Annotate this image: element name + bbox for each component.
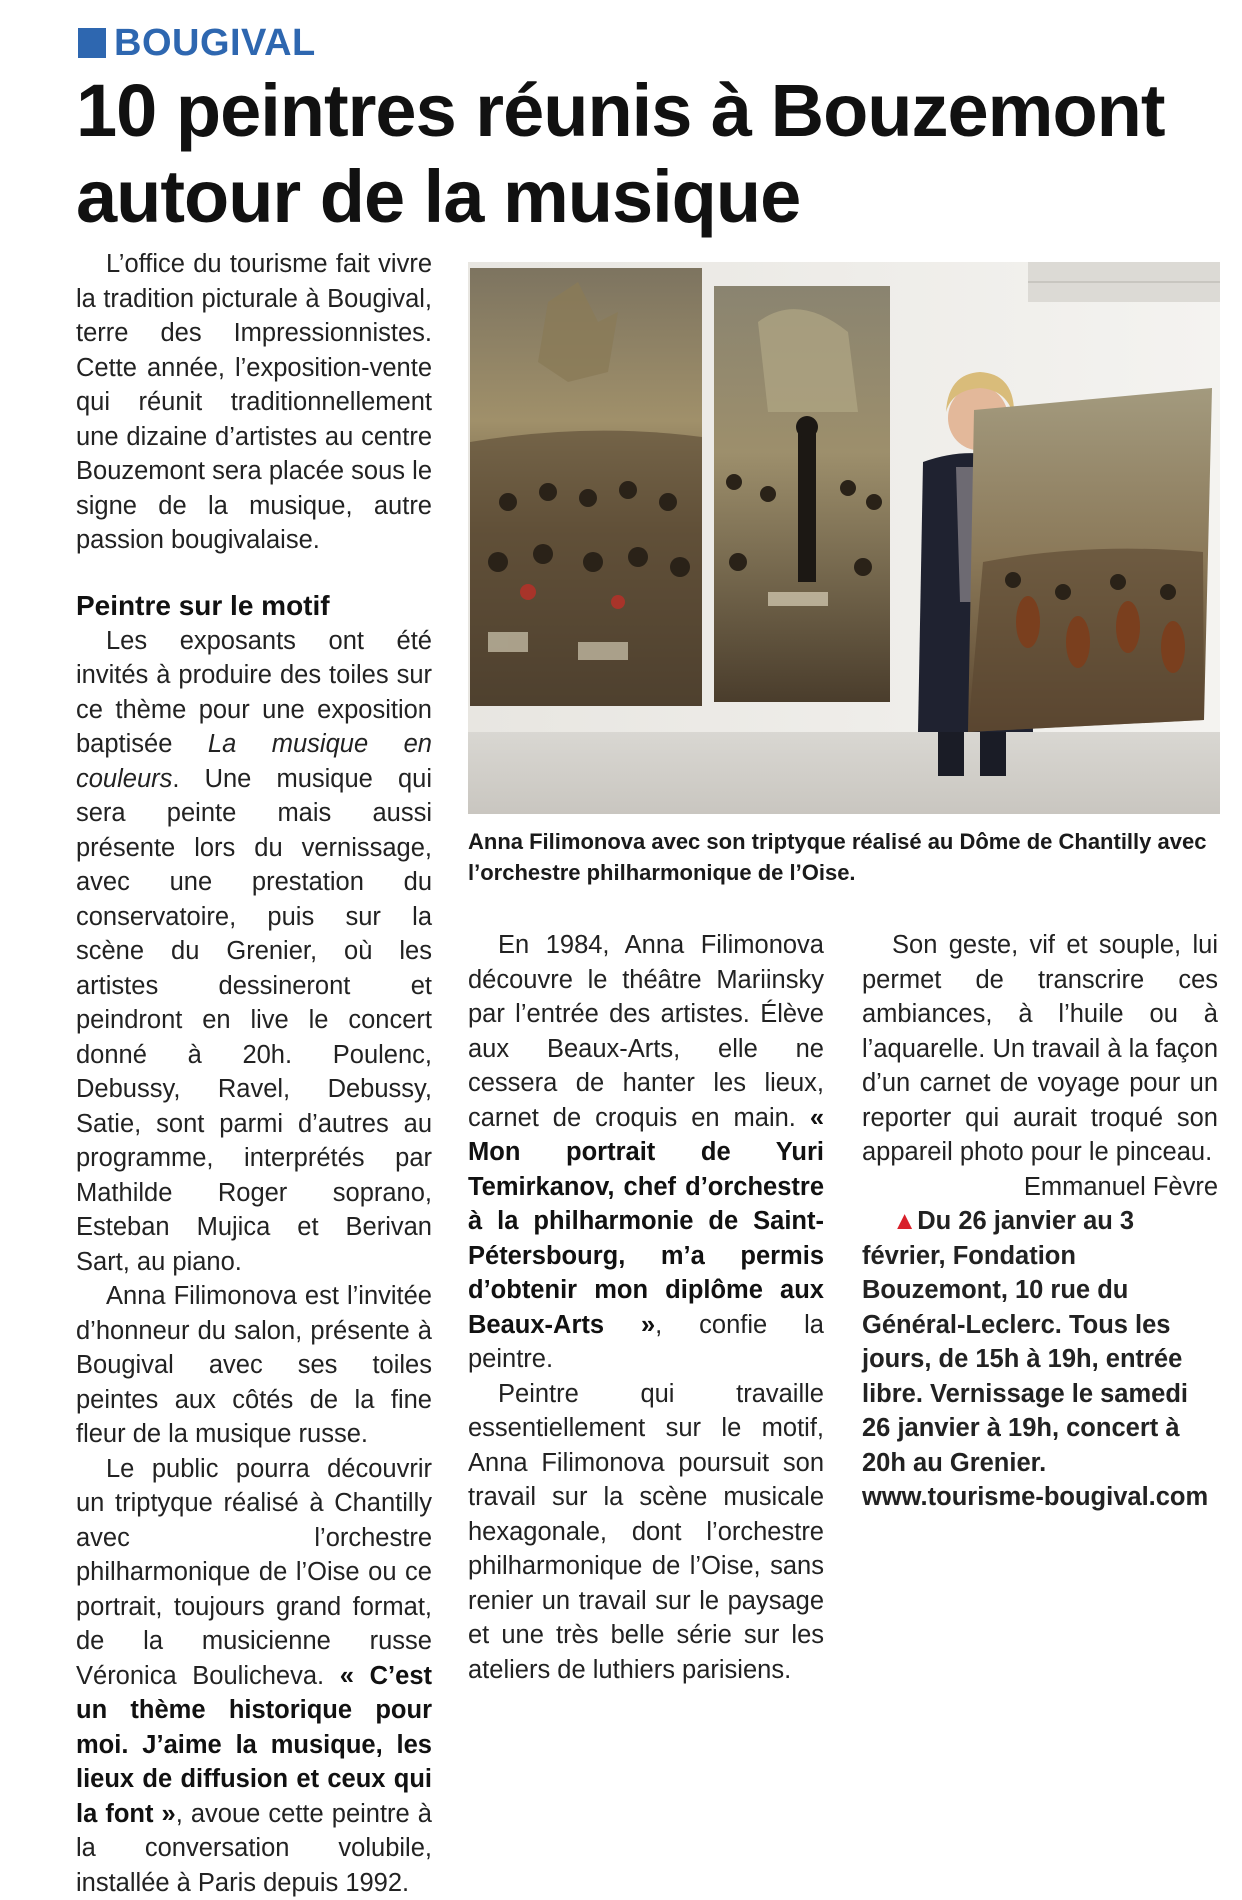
headline: 10 peintres réunis à Bouzemont autour de la musique [76, 68, 1236, 240]
exhibition-title: La musique en couleurs [76, 730, 432, 793]
paragraph-6: Son geste, vif et souple, lui permet de transcrire ces ambiances, à l’huile ou à l’aquarelle. Un travail à la façon d’un carnet de voyage pour un reporter qui aurait troqué son appareil photo pour le pinceau. [862, 928, 1218, 1170]
author-name: Emmanuel Fèvre [862, 1170, 1218, 1205]
painting-left [470, 268, 702, 706]
kicker-label: BOUGIVAL [114, 22, 316, 65]
paragraph-2: Anna Filimonova est l’invitée d’honneur du salon, présente à Bougival avec ses toiles peintes aux côtés de la fine fleur de la musique russe. [76, 1279, 432, 1452]
painting-held [968, 388, 1212, 732]
kicker-square-icon [78, 28, 106, 58]
triangle-marker-icon: ▲ [892, 1207, 917, 1235]
photo-caption: Anna Filimonova avec son triptyque réalisé au Dôme de Chantilly avec l’orchestre philharmonique de l’Oise. [468, 826, 1228, 888]
article-photo [468, 262, 1220, 814]
event-info: ▲Du 26 janvier au 3 février, Fondation Bouzemont, 10 rue du Général-Leclerc. Tous les jours, de 15h à 19h, entrée libre. Vernissage le samedi 26 janvier à 19h, concert à 20h au Grenier. www.tourisme-bougival.com [862, 1204, 1218, 1515]
column-3 [862, 928, 1218, 1515]
painting-center [714, 286, 890, 702]
section-kicker [78, 22, 316, 64]
photo-illustration [468, 262, 1220, 814]
paragraph-5: Peintre qui travaille essentiellement sur le motif, Anna Filimonova poursuit son travail sur la scène musicale hexagonale, dont l’orchestre philharmonique de l’Oise, sans renier un travail sur le paysage et une très belle série sur les ateliers de luthiers parisiens. [468, 1377, 824, 1688]
column-1 [76, 247, 432, 1900]
paragraph-1: Les exposants ont été invités à produire des toiles sur ce thème pour une exposition baptisée La musique en couleurs. Une musique qui sera peinte mais aussi présente lors du vernissage, avec une prestation du conservatoire, puis sur la scène du Grenier, où les artistes dessineront et peindront en live le concert donné à 20h. Poulenc, Debussy, Ravel, Debussy, Satie, sont parmi d’autres au programme, interprétés par Mathilde Roger soprano, Esteban Mujica et Berivan Sart, au piano. [76, 624, 432, 1280]
subheading: Peintre sur le motif [76, 588, 432, 624]
quote-2: « Mon portrait de Yuri Temirkanov, chef d’orchestre à la philharmonie de Saint-Pétersbourg, m’a permis d’obtenir mon diplôme aux Beaux-Arts » [468, 1104, 824, 1339]
quote-1: « C’est un thème historique pour moi. J’aime la musique, les lieux de diffusion et ceux qui la font » [76, 1662, 432, 1828]
paragraph-3: Le public pourra découvrir un triptyque réalisé à Chantilly avec l’orchestre philharmonique de l’Oise ou ce portrait, toujours grand format, de la musicienne russe Véronica Boulicheva. « C’est un thème historique pour moi. J’aime la musique, les lieux de diffusion et ceux qui la font », avoue cette peintre à la conversation volubile, installée à Paris depuis 1992. [76, 1452, 432, 1900]
column-2 [468, 928, 824, 1687]
gallery-floor [468, 732, 1220, 814]
paragraph-4: En 1984, Anna Filimonova découvre le théâtre Mariinsky par l’entrée des artistes. Élève aux Beaux-Arts, elle ne cessera de hanter les lieux, carnet de croquis en main. « Mon portrait de Yuri Temirkanov, chef d’orchestre à la philharmonie de Saint-Pétersbourg, m’a permis d’obtenir mon diplôme aux Beaux-Arts », confie la peintre. [468, 928, 824, 1377]
intro-paragraph: L’office du tourisme fait vivre la tradition picturale à Bougival, terre des Impressionnistes. Cette année, l’exposition-vente qui réunit traditionnellement une dizaine d’artistes au centre Bouzemont sera placée sous le signe de la musique, autre passion bougivalaise. [76, 247, 432, 558]
